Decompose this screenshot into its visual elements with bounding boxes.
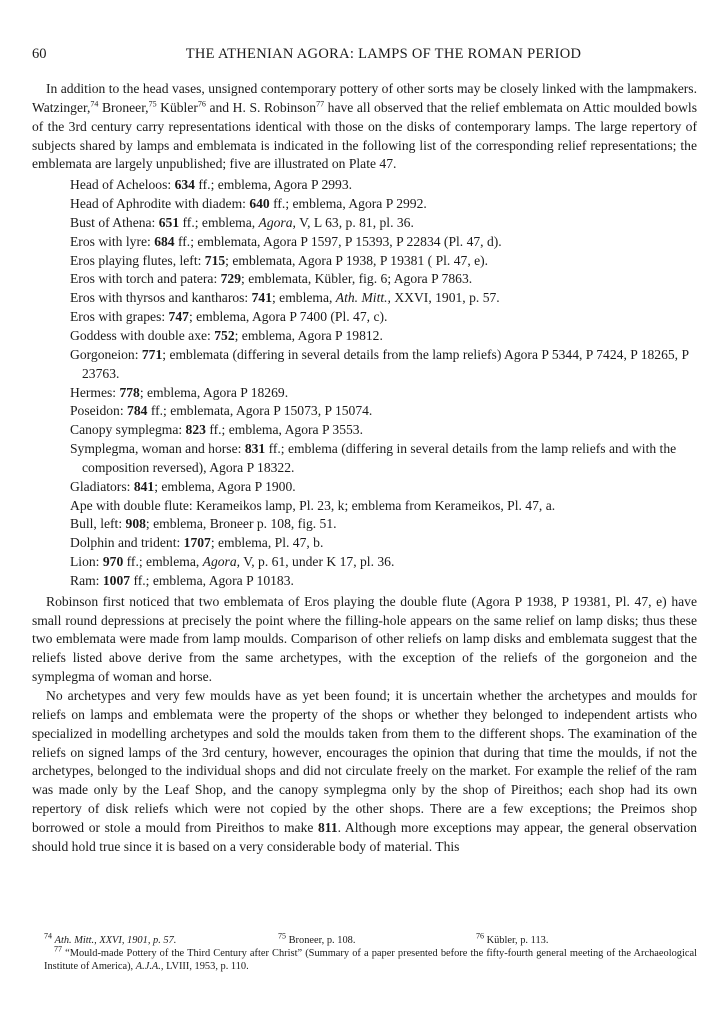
list-item [32,478,697,497]
text-run: Eros playing flutes, left: [70,252,205,268]
text-run: ; emblema, Agora P 7400 (Pl. 47, c). [188,309,388,325]
lamp-number: 831 [244,441,266,457]
italic-citation: Agora, [202,554,241,570]
italic-citation: Agora, [258,214,296,230]
footnote-77 [44,944,697,973]
text-run: Gorgoneion: [70,346,142,362]
text-run: V, L 63, p. 81, pl. 36. [295,214,414,230]
list-item [32,515,697,534]
footnote-76-marker: 76 [476,931,484,941]
text-run: ff.; emblemata, Agora P 15073, P 15074. [147,403,373,419]
text-run: “Mould-made Pottery of the Third Century after Christ” (Summary of a paper presented before the fifty-fourth general meeting of the Archaeological Institute of America), [44,948,697,973]
list-item [32,327,697,346]
text-run: ff.; emblema, Agora P 2993. [194,177,353,193]
lamp-number: 715 [204,252,226,268]
text-run: XXVI, 1901, p. 57. [390,290,500,306]
text-run: ; emblema, [272,290,336,306]
text-run: . Although more exceptions may appear, the general observation should hold true since it is based on a very considerable body of material. This [32,819,697,854]
intro-paragraph [32,80,697,174]
lamp-number: 634 [174,177,195,193]
footnote-74 [44,931,177,947]
list-item [32,289,697,308]
footnote-ref: 75 [148,99,157,109]
footnote-76-text: Kübler, p. 113. [486,935,549,946]
list-item [32,195,697,214]
text-run: Canopy symplegma: [70,422,186,438]
text-run: Gladiators: [70,478,134,494]
text-run: Ram: [70,572,103,588]
lamp-number: 1007 [102,572,131,588]
text-run: Head of Acheloos: [70,177,175,193]
lamp-number: 823 [185,422,206,438]
lamp-number: 640 [249,196,270,212]
list-item [32,572,697,591]
text-run: Eros with lyre: [70,233,155,249]
list-item [32,384,697,403]
lamp-number: 729 [220,271,242,287]
text-run: Poseidon: [70,403,128,419]
lamp-number: 752 [214,327,235,343]
text-run: ff.; emblema, Agora P 2992. [269,196,427,212]
footnote-ref: 74 [90,99,99,109]
list-item [32,346,697,384]
paragraph-robinson [32,593,697,687]
page-header [32,46,697,66]
lamp-number: 970 [102,554,124,570]
text-run: Eros with torch and patera: [70,271,221,287]
list-item [32,553,697,572]
text-run: ; emblema, Agora P 19812. [234,327,383,343]
text-run: Bull, left: [70,516,126,532]
running-title: THE ATHENIAN AGORA: LAMPS OF THE ROMAN PERIOD [185,46,582,62]
text-run: Robinson first noticed that two emblemata of Eros playing the double flute (Agora P 1938, P 19381, Pl. 47, e) have small round depressions at precisely the point where the filling-hole appears on the same relief on lamp disks; thus these two emblemata were made from lamp moulds. Comparison of other reliefs on lamp disks and emblemata suggest that the reliefs listed above derive from the same archetypes, with the exception of the reliefs of the gorgoneion and the symplegma of woman and horse. [32,593,697,685]
text-run: ff.; emblema, Agora P 10183. [130,572,294,588]
text-run: V, p. 61, under K 17, pl. 36. [240,554,395,570]
list-item [32,233,697,252]
lamp-emblemata-list [32,176,697,591]
text-run: Symplegma, woman and horse: [70,441,245,457]
footnote-74-marker: 74 [44,931,52,941]
text-run: Goddess with double axe: [70,327,215,343]
lamp-number: 741 [251,290,272,306]
footnote-75 [278,931,356,947]
lamp-number: 811 [318,819,338,835]
text-run: ff.; emblema, [123,554,203,570]
text-run: LVIII, 1953, p. 110. [163,961,249,973]
list-item [32,534,697,553]
footnotes [44,931,697,974]
text-run: Lion: [70,554,103,570]
text-run: Kübler [156,99,198,115]
footnote-ref: 76 [197,99,206,109]
lamp-number: 841 [133,478,155,494]
text-run: Dolphin and trident: [70,535,184,551]
body-text [32,80,697,857]
page [32,0,697,1024]
text-run: No archetypes and very few moulds have as yet been found; it is uncertain whether the archetypes and moulds for reliefs on lamps and emblemata were the property of the shops or whether they belonged to independent artists who specialized in modelling archetypes and sold the moulds taken from them to the different shops. The examination of the reliefs on signed lamps of the 3rd century, however, encourages the opinion that during that time the moulds, if not the archetypes, belonged to the individual shops and did not circulate freely on the market. For example the relief of the ram was made only by the Leaf Shop, and the canopy symplegma only by the shop of Pireithos; each shop had its own repertory of disk reliefs which were not copied by the other shops. There are a few exceptions; the Preimos shop borrowed or stole a mould from Pireithos to make [32,688,697,835]
italic-citation: A.J.A., [135,961,164,973]
text-run: Hermes: [70,384,120,400]
list-item [32,270,697,289]
list-item [32,214,697,233]
text-run: Eros with grapes: [70,309,169,325]
footnote-ref: 77 [316,99,325,109]
text-run: ff.; emblemata, Agora P 1597, P 15393, P 22834 (Pl. 47, d). [174,233,502,249]
list-item [32,308,697,327]
text-run: ff.; emblema (differing in several details from the lamp reliefs and with the composition reversed), Agora P 18322. [82,441,677,475]
list-item [32,402,697,421]
text-run: Eros with thyrsos and kantharos: [70,290,252,306]
lamp-number: 747 [168,309,189,325]
lamp-number: 651 [158,214,180,230]
italic-citation: Ath. Mitt., [335,290,391,306]
list-item [32,252,697,271]
footnote-76 [476,931,549,947]
text-run: Bust of Athena: [70,214,159,230]
text-run: ; emblema, Broneer p. 108, fig. 51. [145,516,337,532]
text-run: have all observed that the relief emblemata on Attic moulded bowls of the 3rd century carry representations identical with those on the disks of contemporary lamps. The large repertory of subjects shared by lamps and emblemata is indicated in the following list of the corresponding relief representations; the emblemata are largely unpublished; five are illustrated on Plate 47. [32,99,697,172]
text-run: ; emblema, Agora P 18269. [139,384,289,400]
text-run: and H. S. Robinson [205,99,317,115]
footnote-ref: 77 [54,944,62,954]
paragraph-archetypes [32,687,697,857]
footnote-75-text: Broneer, p. 108. [288,935,356,946]
list-item [32,176,697,195]
lamp-number: 684 [154,233,175,249]
text-run: ; emblemata, Agora P 1938, P 19381 ( Pl. 47, e). [225,252,489,268]
list-item [32,440,697,478]
footnote-75-marker: 75 [278,931,286,941]
footnote-row [44,931,697,947]
text-run: ff.; emblema, Agora P 3553. [205,422,363,438]
text-run: Head of Aphrodite with diadem: [70,196,250,212]
text-run: Broneer, [98,99,149,115]
text-run: ff.; emblema, [179,214,259,230]
page-number: 60 [32,46,47,62]
text-run: ; emblema, Pl. 47, b. [210,535,324,551]
footnote-74-text: Ath. Mitt., XXVI, 1901, p. 57. [54,935,177,946]
lamp-number: 784 [127,403,148,419]
list-item [32,497,697,516]
list-item [32,421,697,440]
text-run: ; emblema, Agora P 1900. [154,478,296,494]
lamp-number: 1707 [183,535,211,551]
text-run: ; emblemata, Kübler, fig. 6; Agora P 7863. [241,271,473,287]
lamp-number: 908 [125,516,146,532]
text-run: ; emblemata (differing in several details from the lamp reliefs) Agora P 5344, P 7424, P 18265, P 23763. [82,346,689,381]
text-run: Ape with double flute: Kerameikos lamp, Pl. 23, k; emblema from Kerameikos, Pl. 47, a. [70,497,556,513]
lamp-number: 778 [119,384,140,400]
text-run: In addition to the head vases, unsigned contemporary pottery of other sorts may be closely linked with the lampmakers. Watzinger, [32,81,697,115]
lamp-number: 771 [141,346,163,362]
